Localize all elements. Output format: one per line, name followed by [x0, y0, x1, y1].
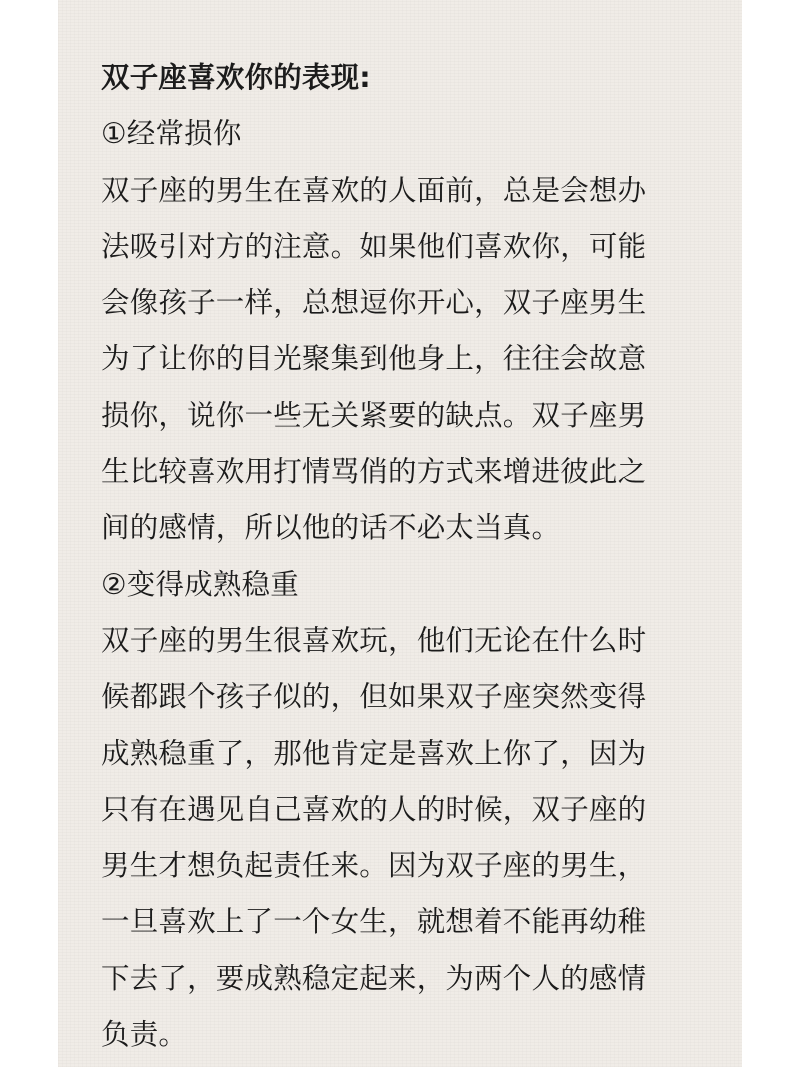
paragraph-line: 下去了，要成熟稳定起来，为两个人的感情	[101, 961, 647, 995]
paragraph-line: 一旦喜欢上了一个女生，就想着不能再幼稚	[101, 905, 647, 939]
paragraph-line: 成熟稳重了，那他肯定是喜欢上你了，因为	[101, 736, 647, 770]
paragraph-line: 间的感情，所以他的话不必太当真。	[101, 511, 561, 545]
paragraph-line: 损你，说你一些无关紧要的缺点。双子座男	[101, 398, 647, 432]
paragraph-line: 会像孩子一样，总想逗你开心，双子座男生	[101, 286, 647, 320]
article-content	[101, 50, 711, 1063]
paragraph-line: 为了让你的目光聚集到他身上，往往会故意	[101, 342, 647, 376]
paragraph-line: 法吸引对方的注意。如果他们喜欢你，可能	[101, 229, 647, 263]
section-heading-1: ①经常损你	[101, 117, 242, 151]
paragraph-line: 男生才想负起责任来。因为双子座的男生，	[101, 849, 647, 883]
paragraph-line: 双子座的男生在喜欢的人面前，总是会想办	[101, 173, 647, 207]
article-title: 双子座喜欢你的表现:	[101, 61, 371, 94]
paragraph-line: 生比较喜欢用打情骂俏的方式来增进彼此之	[101, 455, 647, 489]
paragraph-line: 只有在遇见自己喜欢的人的时候，双子座的	[101, 792, 647, 826]
paragraph-line: 双子座的男生很喜欢玩，他们无论在什么时	[101, 623, 647, 657]
section-heading-2: ②变得成熟稳重	[101, 567, 299, 601]
paragraph-line: 负责。	[101, 1018, 188, 1052]
paragraph-line: 候都跟个孩子似的，但如果双子座突然变得	[101, 680, 647, 714]
